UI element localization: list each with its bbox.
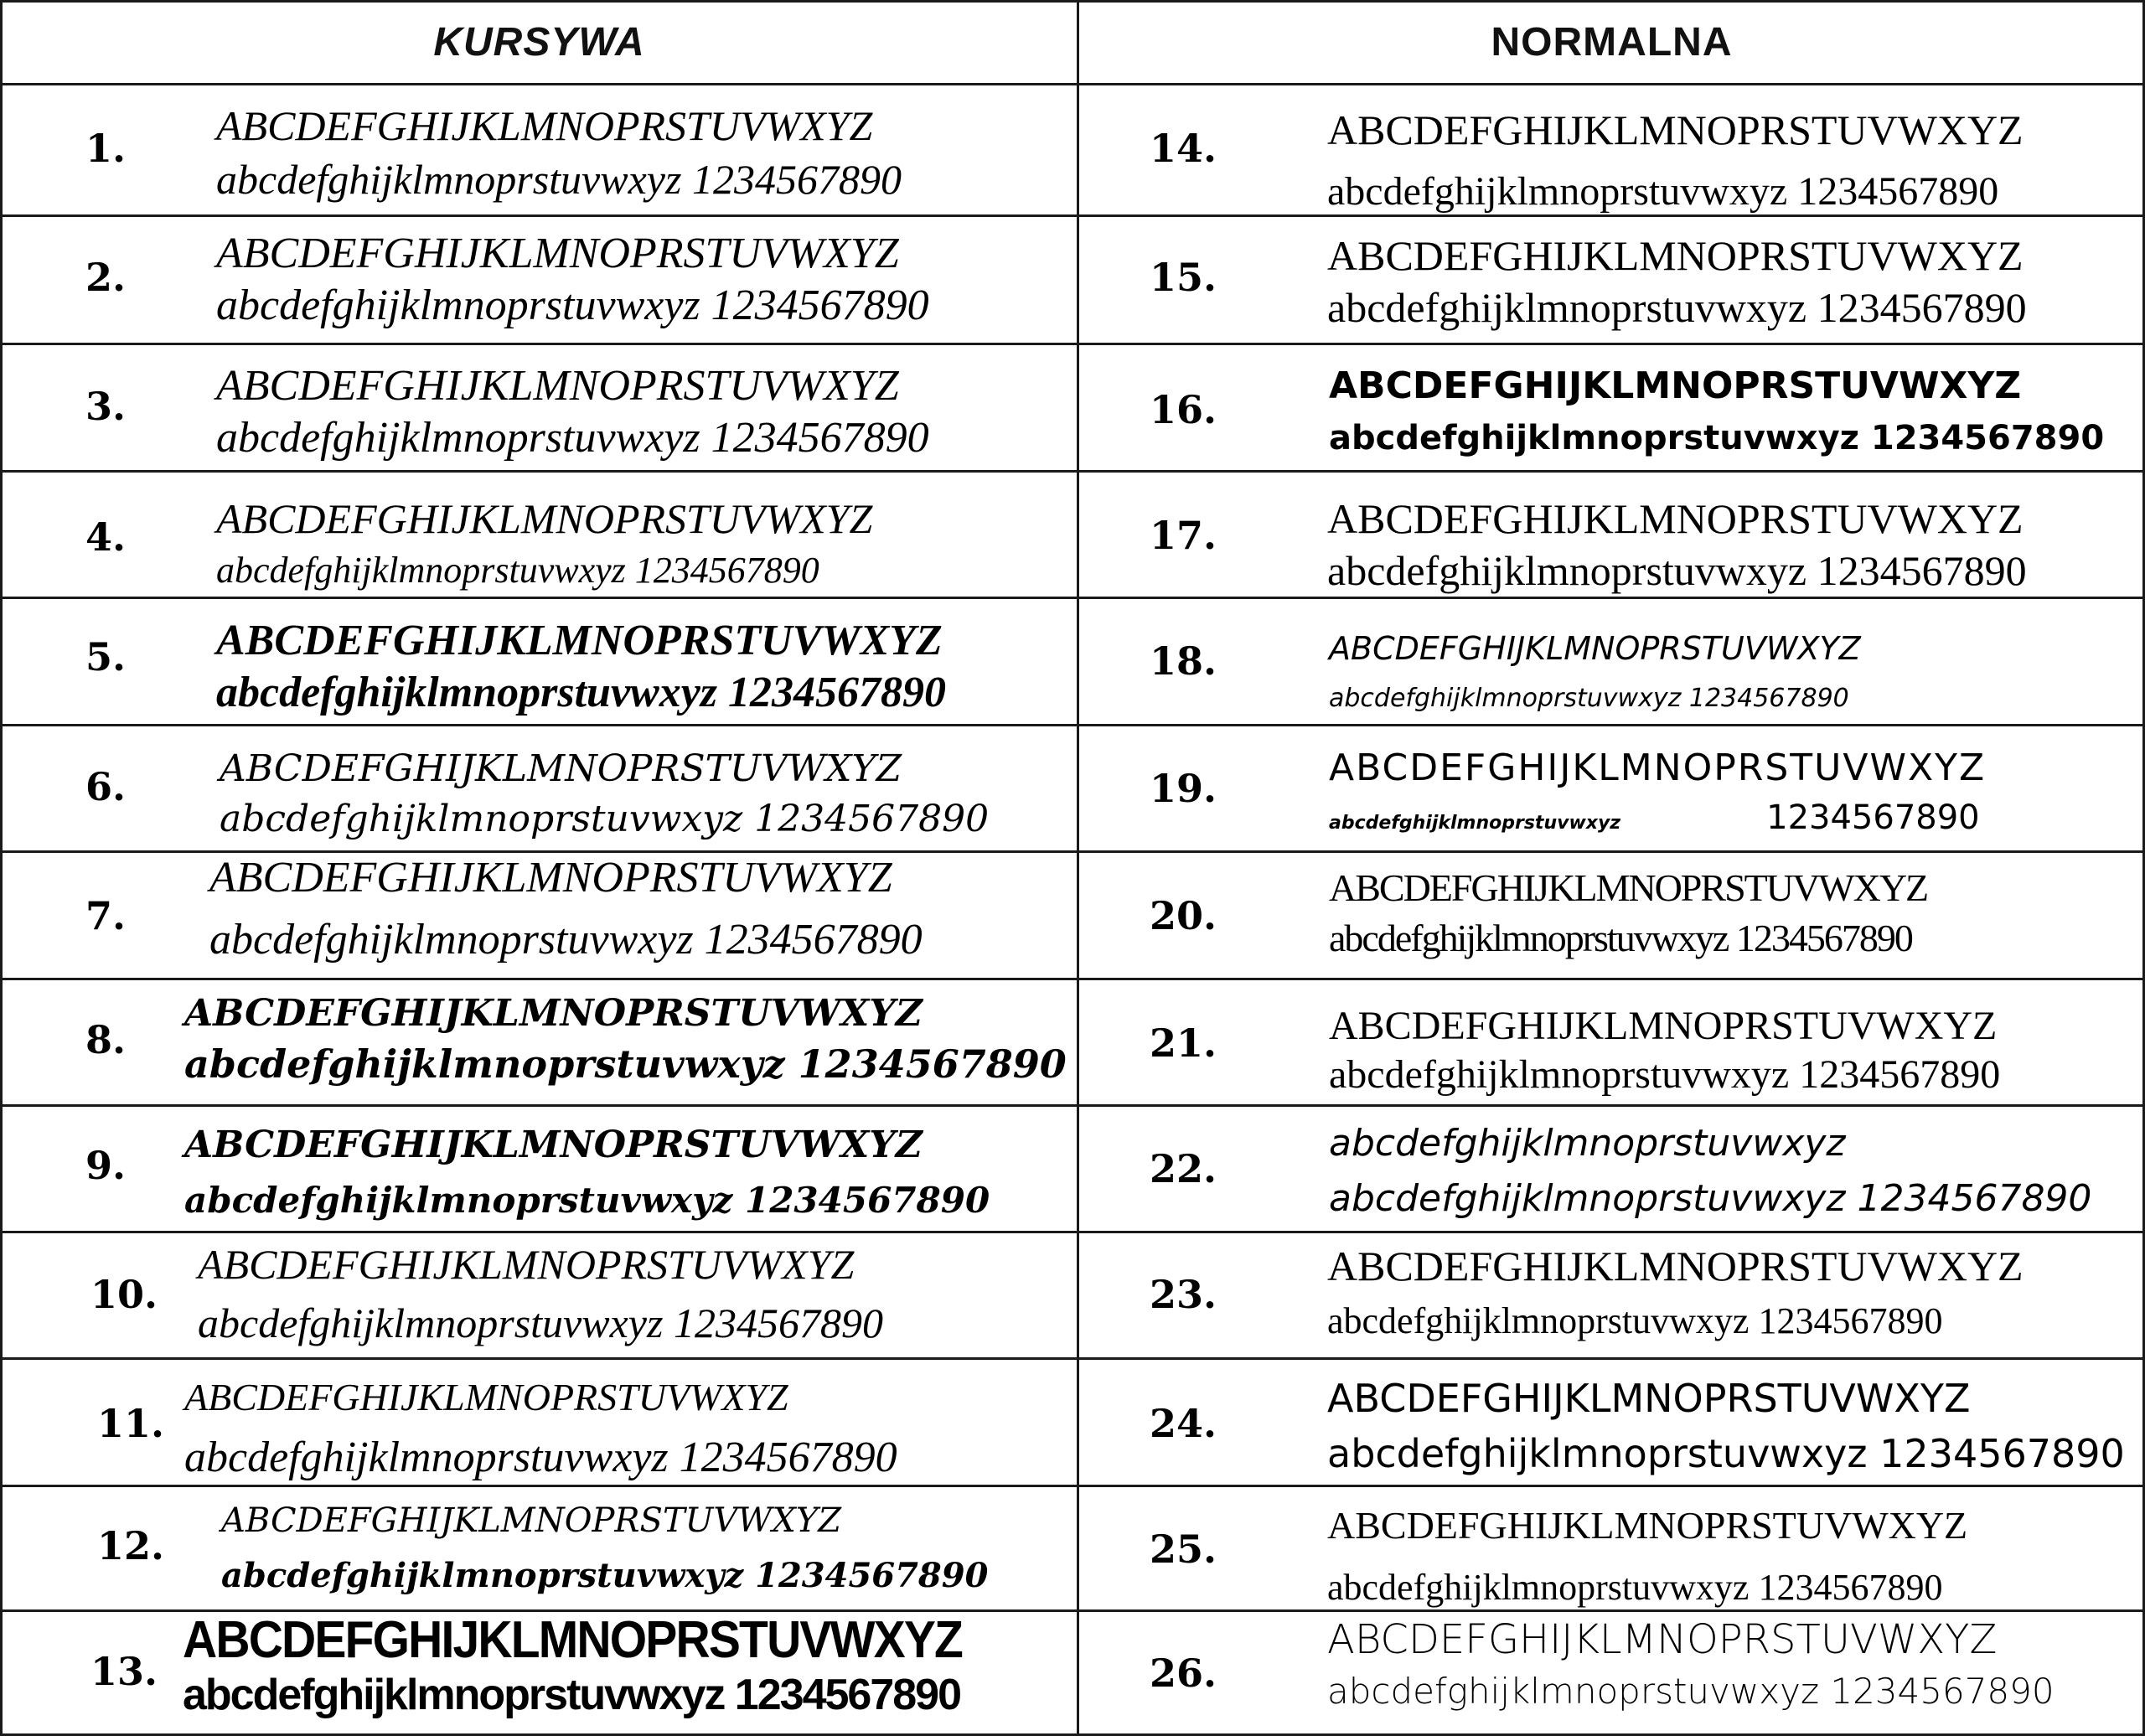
font-sample-9 (184, 1118, 990, 1228)
font-sample-6 (220, 744, 989, 845)
font-sample-15 (1327, 230, 2027, 333)
sample-number: 20. (1149, 893, 1217, 938)
sample-lowercase: abcdefghijklmnoprstuvwxyz 1234567890 (1329, 1177, 2092, 1220)
row-divider (0, 1357, 2145, 1360)
sample-lowercase: abcdefghijklmnoprstuvwxyz 1234567890 (216, 550, 819, 591)
sample-uppercase: ABCDEFGHIJKLMNOPRSTUVWXYZ (1327, 495, 2024, 542)
sample-uppercase: ABCDEFGHIJKLMNOPRSTUVWXYZ (221, 1501, 842, 1540)
sample-lowercase: abcdefghijklmnoprstuvwxyz 1234567890 (1327, 1300, 1943, 1341)
sample-lowercase: abcdefghijklmnoprstuvwxyz 1234567890 (184, 1180, 990, 1221)
sample-lowercase: abcdefghijklmnoprstuvwxyz 1234567890 (216, 282, 929, 329)
font-sample-20 (1329, 863, 1927, 964)
font-sample-24 (1327, 1371, 2125, 1481)
font-sample-3 (216, 360, 929, 464)
row-divider (0, 343, 2145, 345)
sample-number: 3. (85, 384, 127, 429)
row-divider (0, 1231, 2145, 1233)
sample-uppercase: ABCDEFGHIJKLMNOPRSTUVWXYZ (184, 992, 923, 1035)
header-kursywa: KURSYWA (433, 19, 645, 65)
sample-lowercase: abcdefghijklmnoprstuvwxyz 1234567890 (220, 798, 990, 840)
font-sample-19 (1329, 744, 1986, 848)
row-divider (0, 470, 2145, 473)
sample-number: 19. (1149, 766, 1217, 811)
font-sample-22 (1329, 1116, 2091, 1227)
sample-lowercase: abcdefghijklmnoprstuvwxyz 1234567890 (221, 1556, 989, 1595)
font-sample-25 (1327, 1495, 1967, 1619)
sample-number: 23. (1149, 1272, 1217, 1317)
sample-uppercase: ABCDEFGHIJKLMNOPRSTUVWXYZ (1327, 1243, 2024, 1289)
sample-digits: 1234567890 (1766, 798, 1980, 837)
sample-number: 8. (85, 1017, 127, 1062)
sample-uppercase: ABCDEFGHIJKLMNOPRSTUVWXYZ (1327, 1376, 1971, 1421)
font-sample-7 (209, 853, 923, 977)
row-divider (0, 724, 2145, 726)
sample-number: 21. (1149, 1020, 1217, 1066)
font-sample-13 (183, 1610, 1030, 1719)
sample-uppercase: ABCDEFGHIJKLMNOPRSTUVWXYZ (216, 362, 899, 410)
sample-lowercase: abcdefghijklmnoprstuvwxyz 1234567890 (1329, 917, 1912, 959)
sample-uppercase: ABCDEFGHIJKLMNOPRSTUVWXYZ (1329, 364, 2022, 407)
sample-uppercase: ABCDEFGHIJKLMNOPRSTUVWXYZ (1327, 232, 2024, 279)
sample-lowercase: abcdefghijklmnoprstuvwxyz 1234567890 (1327, 284, 2027, 331)
sample-number: 1. (85, 126, 127, 171)
sample-lowercase: abcdefghijklmnoprstuvwxyz 1234567890 (1329, 419, 2105, 457)
font-sample-18 (1329, 623, 1861, 724)
sample-lowercase: abcdefghijklmnoprstuvwxyz 1234567890 (1327, 1567, 1943, 1608)
sample-number: 14. (1149, 126, 1217, 171)
sample-uppercase: ABCDEFGHIJKLMNOPRSTUVWXYZ (216, 495, 873, 542)
sample-uppercase: ABCDEFGHIJKLMNOPRSTUVWXYZ (209, 854, 892, 902)
sample-lowercase: abcdefghijklmnoprstuvwxyz 1234567890 (1327, 1671, 2055, 1712)
sample-uppercase: ABCDEFGHIJKLMNOPRSTUVWXYZ (1327, 106, 2024, 153)
sample-uppercase: ABCDEFGHIJKLMNOPRSTUVWXYZ (1329, 747, 1987, 789)
sample-number: 24. (1149, 1401, 1217, 1446)
column-divider (1077, 0, 1079, 1736)
sample-number: 26. (1149, 1651, 1217, 1696)
sample-uppercase: ABCDEFGHIJKLMNOPRSTUVWXYZ (1327, 1504, 1968, 1547)
font-sample-2 (216, 228, 929, 332)
sample-uppercase: ABCDEFGHIJKLMNOPRSTUVWXYZ (220, 747, 902, 790)
sample-uppercase: ABCDEFGHIJKLMNOPRSTUVWXYZ (1329, 1004, 1998, 1048)
sample-lowercase: abcdefghijklmnoprstuvwxyz 1234567890 (184, 1041, 1067, 1087)
sample-number: 7. (85, 893, 127, 938)
sample-lowercase-row (1329, 793, 1986, 848)
font-sample-14 (1327, 99, 2024, 223)
sample-uppercase: ABCDEFGHIJKLMNOPRSTUVWXYZ (184, 1124, 923, 1166)
sample-number: 9. (85, 1143, 127, 1188)
sample-number: 10. (90, 1272, 158, 1317)
header-normalna: NORMALNA (1491, 19, 1733, 65)
sample-uppercase: ABCDEFGHIJKLMNOPRSTUVWXYZ (1327, 1616, 1998, 1663)
sample-lowercase: abcdefghijklmnoprstuvwxyz 1234567890 (1327, 169, 1999, 214)
sample-number: 6. (85, 764, 127, 809)
sample-lowercase: abcdefghijklmnoprstuvwxyz 1234567890 (1327, 1431, 2125, 1476)
sample-number: 25. (1149, 1527, 1217, 1572)
sample-number: 4. (85, 514, 127, 560)
sample-lowercase: abcdefghijklmnoprstuvwxyz 1234567890 (184, 1434, 897, 1481)
sample-number: 22. (1149, 1146, 1217, 1191)
sample-number: 13. (90, 1649, 158, 1694)
font-sample-12 (221, 1493, 988, 1604)
sample-number: 11. (96, 1401, 165, 1446)
sample-uppercase: ABCDEFGHIJKLMNOPRSTUVWXYZ (184, 1376, 788, 1418)
font-sample-23 (1327, 1238, 2024, 1349)
sample-number: 18. (1149, 638, 1217, 684)
font-sample-21 (1329, 1002, 2000, 1099)
sample-uppercase: ABCDEFGHIJKLMNOPRSTUVWXYZ (1329, 866, 1928, 909)
sample-uppercase: ABCDEFGHIJKLMNOPRSTUVWXYZ (216, 617, 943, 664)
font-sample-5 (216, 615, 946, 719)
sample-number: 17. (1149, 513, 1217, 558)
sample-uppercase: ABCDEFGHIJKLMNOPRSTUVWXYZ (1329, 630, 1861, 667)
font-sample-8 (184, 989, 1067, 1089)
sample-uppercase: ABCDEFGHIJKLMNOPRSTUVWXYZ (183, 1611, 963, 1669)
sample-number: 2. (85, 255, 127, 300)
font-sample-16 (1329, 360, 2104, 464)
sample-uppercase: ABCDEFGHIJKLMNOPRSTUVWXYZ (198, 1241, 855, 1288)
font-sample-17 (1327, 493, 2027, 597)
sample-lowercase: abcdefghijklmnoprstuvwxyz 1234567890 (216, 414, 929, 462)
row-divider (0, 597, 2145, 599)
sample-uppercase: ABCDEFGHIJKLMNOPRSTUVWXYZ (216, 230, 899, 277)
sample-lowercase-line-1: abcdefghijklmnoprstuvwxyz (1329, 1122, 1846, 1165)
sample-lowercase: abcdefghijklmnoprstuvwxyz 1234567890 (183, 1671, 961, 1719)
sample-lowercase: abcdefghijklmnoprstuvwxyz 1234567890 (209, 916, 923, 964)
font-sample-1 (216, 99, 902, 206)
sample-lowercase: abcdefghijklmnoprstuvwxyz 1234567890 (1329, 684, 1849, 713)
sample-lowercase: abcdefghijklmnoprstuvwxyz (1329, 813, 1621, 834)
sample-lowercase: abcdefghijklmnoprstuvwxyz 1234567890 (1329, 1052, 2001, 1097)
sample-number: 5. (85, 634, 127, 679)
table-border-left (0, 0, 3, 1736)
row-divider (0, 1104, 2145, 1107)
row-divider (0, 978, 2145, 980)
sample-lowercase: abcdefghijklmnoprstuvwxyz 1234567890 (1327, 547, 2027, 594)
font-sample-4 (216, 493, 872, 597)
sample-uppercase: ABCDEFGHIJKLMNOPRSTUVWXYZ (216, 102, 873, 149)
font-sample-11 (184, 1367, 897, 1488)
sample-lowercase: abcdefghijklmnoprstuvwxyz 1234567890 (198, 1299, 883, 1346)
font-sample-10 (198, 1235, 883, 1352)
sample-number: 12. (96, 1523, 165, 1568)
sample-lowercase: abcdefghijklmnoprstuvwxyz 1234567890 (216, 156, 902, 203)
sample-number: 16. (1149, 387, 1217, 432)
font-sample-26 (1327, 1614, 2055, 1718)
sample-number: 15. (1149, 255, 1217, 300)
sample-lowercase: abcdefghijklmnoprstuvwxyz 1234567890 (216, 669, 947, 716)
